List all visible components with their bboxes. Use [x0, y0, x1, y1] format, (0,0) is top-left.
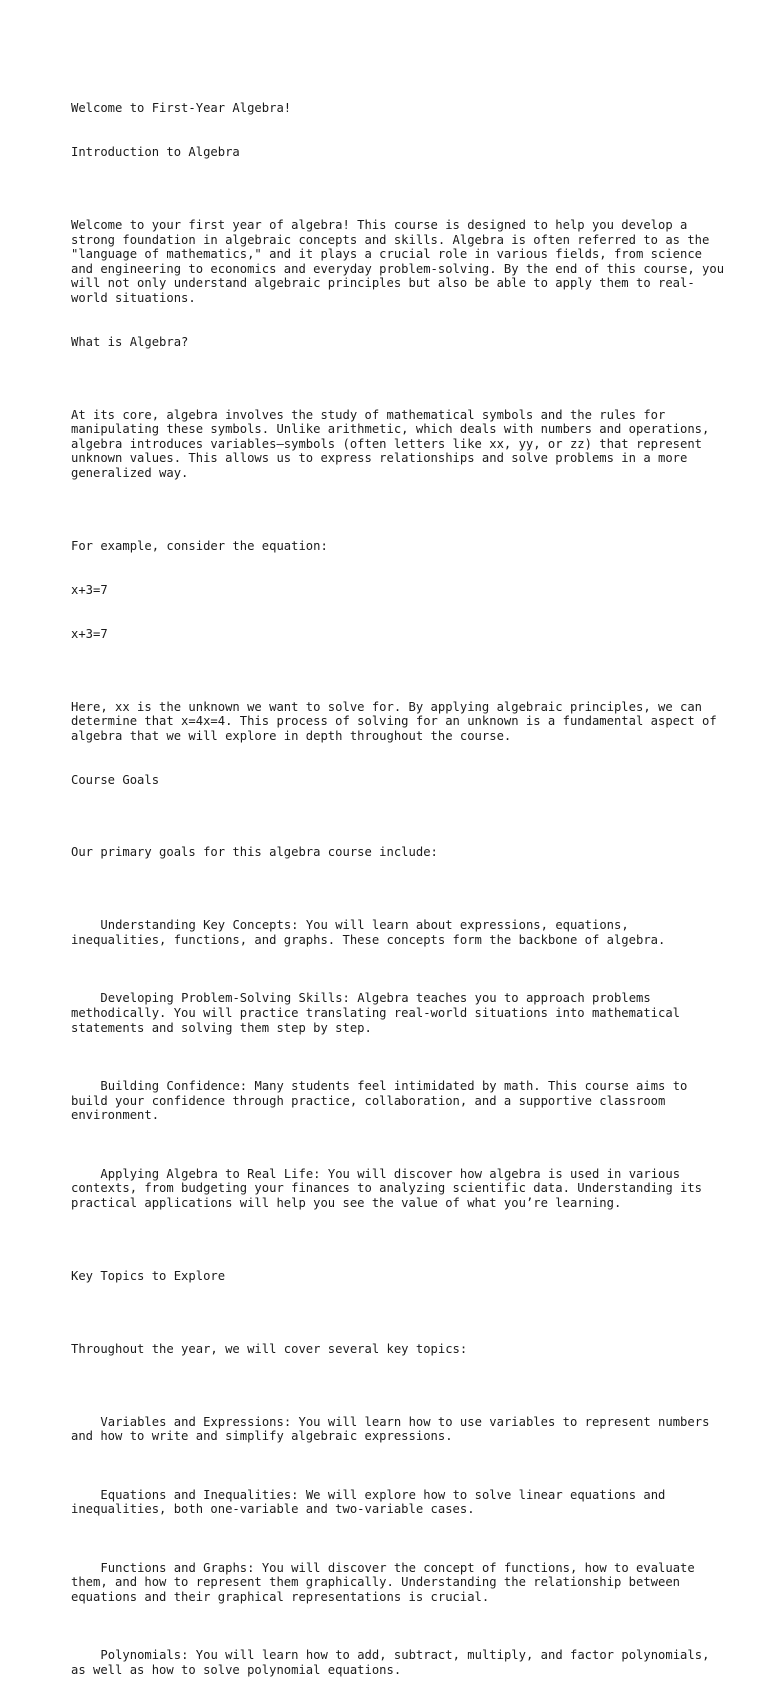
what-is-algebra-paragraph: At its core, algebra involves the study of mathematical symbols and the rules for manipulating these symbols. Unlike arithmetic, which deals with numbers and operations, algebra introduces variables—symbols (often letters like xx, yy, or zz) that represent unknown values. This allows us to express relationships and solve problems in a more generalized way. — [71, 407, 717, 481]
topics-intro: Throughout the year, we will cover several key topics: — [71, 1341, 468, 1356]
goal-item: Understanding Key Concepts: You will learn about expressions, equations, inequalities, functions, and graphs. These concepts form the backbone of algebra. — [71, 918, 666, 948]
document-page — [71, 72, 731, 1707]
example-intro: For example, consider the equation: — [71, 539, 328, 553]
intro-paragraph: Welcome to your first year of algebra! This course is designed to help you develop a strong foundation in algebraic concepts and skills. Algebra is often referred to as the "language of mathematics," and it plays a crucial role in various fields, from science and engineering to economics and everyday problem-solving. By the end of this course, you will not only understand algebraic principles but also be able to apply them to real-world situations. — [71, 217, 732, 305]
topic-item: Variables and Expressions: You will learn how to use variables to represent numbers and how to write and simplify algebraic expressions. — [71, 1414, 717, 1444]
topic-item: Functions and Graphs: You will discover the concept of functions, how to evaluate them, and how to represent them graphically. Understanding the relationship between equations and their graphical representations is crucial. — [71, 1560, 703, 1604]
solution-paragraph: Here, xx is the unknown we want to solve for. By applying algebraic principles, we can determine that x=4x=4. This process of solving for an unknown is a fundamental aspect of algebra that we will explore in depth throughout the course. — [71, 699, 725, 743]
section-heading-what-is-algebra: What is Algebra? — [71, 334, 189, 349]
goals-intro: Our primary goals for this algebra course include: — [71, 845, 438, 860]
goal-item: Applying Algebra to Real Life: You will discover how algebra is used in various contexts, from budgeting your finances to analyzing scientific data. Understanding its practical applications will help you see the value of what you’re learning. — [71, 1166, 710, 1210]
goal-item: Developing Problem-Solving Skills: Algebra teaches you to approach problems methodically. You will practice translating real-world situations into mathematical statements and solving them step by step. — [71, 991, 688, 1035]
topic-item: Polynomials: You will learn how to add, subtract, multiply, and factor polynomials, as well as how to solve polynomial equations. — [71, 1648, 717, 1677]
goal-item: Building Confidence: Many students feel intimidated by math. This course aims to build your confidence through practice, collaboration, and a supportive classroom environment. — [71, 1078, 695, 1123]
equation-line-2: x+3=7 — [71, 626, 108, 641]
section-heading-key-topics: Key Topics to Explore — [71, 1268, 226, 1283]
section-heading-introduction: Introduction to Algebra — [71, 144, 240, 159]
equation-line-1: x+3=7 — [71, 582, 108, 597]
document-title: Welcome to First-Year Algebra! — [71, 101, 292, 116]
topic-item: Equations and Inequalities: We will explore how to solve linear equations and inequalities, both one-variable and two-variable cases. — [71, 1487, 673, 1517]
section-heading-course-goals: Course Goals — [71, 772, 160, 787]
